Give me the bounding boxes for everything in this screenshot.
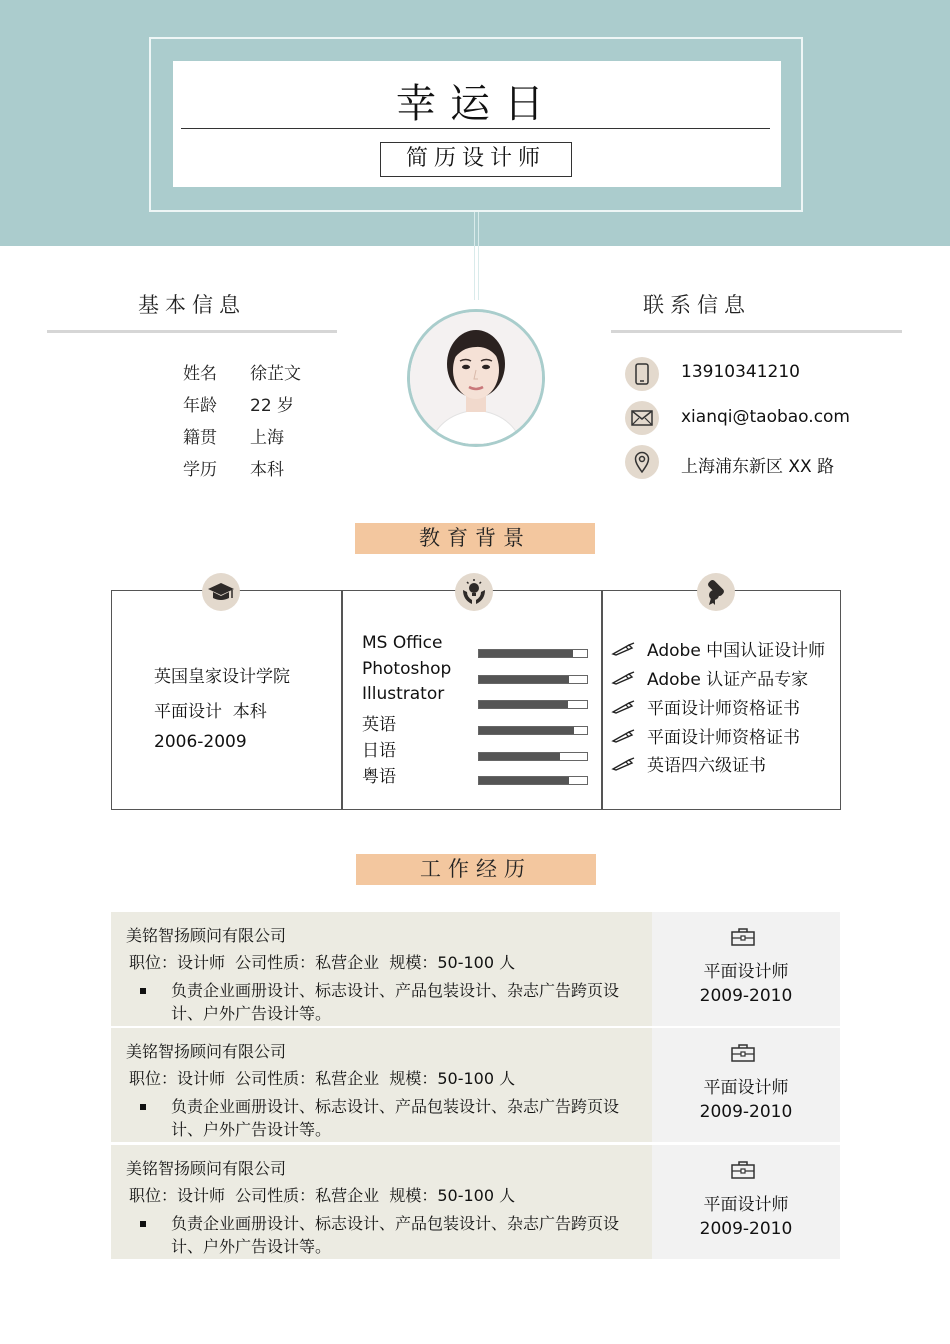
work-role: 平面设计师 (703, 962, 789, 982)
skill-level-fill (479, 727, 574, 734)
certificate-item (611, 636, 825, 661)
pen-icon (611, 757, 635, 771)
basic-info-rule (47, 330, 337, 333)
info-label-hometown: 籍贯 (183, 428, 217, 448)
education-divider-1 (341, 590, 343, 810)
skill-name: 日语 (362, 741, 396, 761)
skill-level-fill (479, 753, 560, 760)
contact-address: 上海浦东新区 XX 路 (681, 457, 835, 477)
skill-level-bar (478, 700, 588, 709)
work-duty-line2: 计、户外广告设计等。 (171, 1004, 332, 1023)
work-role: 平面设计师 (703, 1195, 789, 1215)
skill-level-fill (479, 701, 568, 708)
contact-phone[interactable]: 13910341210 (681, 362, 800, 382)
education-major: 平面设计 本科 (154, 702, 267, 722)
work-details: 职位：设计师 公司性质：私营企业 规模：50-100 人 (129, 953, 516, 972)
skill-name: Photoshop (362, 659, 452, 679)
work-period: 2009-2010 (699, 986, 793, 1006)
skill-level-bar (478, 675, 588, 684)
education-years: 2006-2009 (154, 732, 247, 752)
work-duty-line2: 计、户外广告设计等。 (171, 1237, 332, 1256)
basic-info-title: 基本信息 (138, 293, 246, 317)
info-value-name: 徐芷文 (250, 364, 301, 384)
work-company: 美铭智扬顾问有限公司 (126, 926, 287, 945)
certificate-label: 英语四六级证书 (647, 756, 766, 776)
work-role: 平面设计师 (703, 1078, 789, 1098)
pen-icon (611, 729, 635, 743)
certificate-item (611, 665, 808, 690)
work-period: 2009-2010 (699, 1219, 793, 1239)
title-divider (181, 128, 770, 129)
work-duty-line1: 负责企业画册设计、标志设计、产品包装设计、杂志广告跨页设 (171, 1097, 620, 1116)
mail-icon (625, 401, 659, 435)
info-value-hometown: 上海 (250, 428, 284, 448)
info-value-education: 本科 (250, 460, 284, 480)
location-icon (625, 445, 659, 479)
education-school: 英国皇家设计学院 (154, 667, 290, 687)
work-bullet (140, 988, 146, 994)
work-details: 职位：设计师 公司性质：私营企业 规模：50-100 人 (129, 1186, 516, 1205)
info-value-age: 22 岁 (250, 396, 295, 416)
work-separator (111, 1142, 840, 1144)
info-label-age: 年龄 (183, 396, 217, 416)
skill-level-bar (478, 726, 588, 735)
skill-name: Illustrator (362, 684, 445, 704)
certificate-item (611, 723, 800, 748)
skill-name: 英语 (362, 715, 396, 735)
diploma-icon (697, 573, 735, 611)
header-connector (474, 212, 479, 300)
skill-level-bar (478, 776, 588, 785)
work-duty-line2: 计、户外广告设计等。 (171, 1120, 332, 1139)
briefcase-icon (731, 928, 755, 950)
skill-level-fill (479, 777, 569, 784)
education-title: 教育背景 (355, 523, 595, 554)
info-label-education: 学历 (183, 460, 217, 480)
phone-icon (625, 357, 659, 391)
contact-email[interactable]: xianqi@taobao.com (681, 407, 850, 427)
work-bullet (140, 1221, 146, 1227)
certificate-label: 平面设计师资格证书 (647, 699, 800, 719)
work-company: 美铭智扬顾问有限公司 (126, 1159, 287, 1178)
work-period: 2009-2010 (699, 1102, 793, 1122)
job-title: 简历设计师 (380, 142, 572, 177)
lightbulb-hands-icon (455, 573, 493, 611)
certificate-label: Adobe 中国认证设计师 (647, 641, 826, 661)
certificate-item (611, 751, 766, 776)
certificate-item (611, 694, 800, 719)
education-divider-2 (601, 590, 603, 810)
resume-name: 幸运日 (396, 81, 558, 127)
work-company: 美铭智扬顾问有限公司 (126, 1042, 287, 1061)
certificate-label: 平面设计师资格证书 (647, 728, 800, 748)
skill-level-bar (478, 649, 588, 658)
skill-level-fill (479, 650, 573, 657)
pen-icon (611, 642, 635, 656)
contact-title: 联系信息 (643, 293, 751, 317)
work-duty-line1: 负责企业画册设计、标志设计、产品包装设计、杂志广告跨页设 (171, 981, 620, 1000)
profile-photo (407, 309, 545, 447)
pen-icon (611, 700, 635, 714)
pen-icon (611, 671, 635, 685)
briefcase-icon (731, 1044, 755, 1066)
skill-name: MS Office (362, 633, 443, 653)
work-bullet (140, 1104, 146, 1110)
work-duty-line1: 负责企业画册设计、标志设计、产品包装设计、杂志广告跨页设 (171, 1214, 620, 1233)
briefcase-icon (731, 1161, 755, 1183)
work-title: 工作经历 (356, 854, 596, 885)
certificate-label: Adobe 认证产品专家 (647, 670, 809, 690)
info-label-name: 姓名 (183, 364, 217, 384)
graduation-cap-icon (202, 573, 240, 611)
skill-level-bar (478, 752, 588, 761)
skill-name: 粤语 (362, 767, 396, 787)
skill-level-fill (479, 676, 569, 683)
contact-rule (611, 330, 902, 333)
work-details: 职位：设计师 公司性质：私营企业 规模：50-100 人 (129, 1069, 516, 1088)
